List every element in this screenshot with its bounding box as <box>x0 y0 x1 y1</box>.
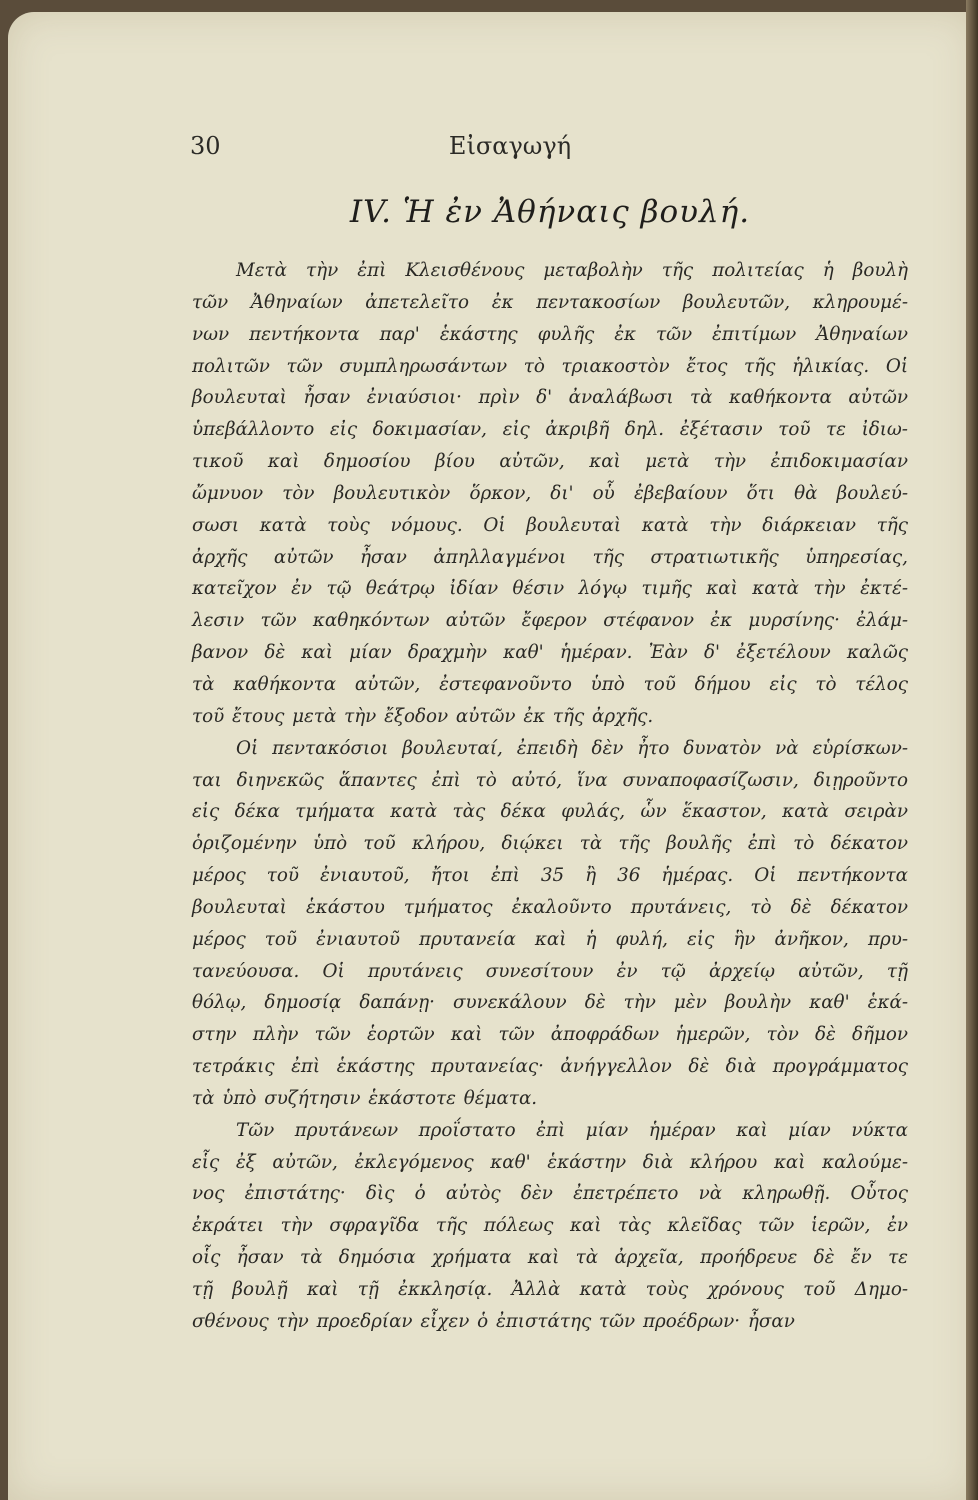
text-line: οἷς ἦσαν τὰ δημόσια χρήματα καὶ τὰ ἀρχεῖα, προήδρευε δὲ ἔν τε <box>192 1247 908 1269</box>
text-line: Μετὰ τὴν ἐπὶ Κλεισθένους μεταβολὴν τῆς πολιτείας ἡ βουλὴ <box>236 260 908 281</box>
text-line: εἷς ἐξ αὐτῶν, ἐκλεγόμενος καθ' ἑκάστην διὰ κλήρου καὶ καλούμε- <box>192 1151 908 1173</box>
text-line: μέρος τοῦ ἐνιαυτοῦ πρυτανεία καὶ ἡ φυλή, εἰς ἣν ἀνῆκον, πρυ- <box>192 928 908 950</box>
text-line: νων πεντήκοντα παρ' ἑκάστης φυλῆς ἐκ τῶν ἐπιτίμων Ἀθηναίων <box>192 323 908 345</box>
text-line: τικοῦ καὶ δημοσίου βίου αὐτῶν, καὶ μετὰ τὴν ἐπιδοκιμασίαν <box>192 451 908 473</box>
text-line: τῶν Ἀθηναίων ἀπετελεῖτο ἐκ πεντακοσίων βουλευτῶν, κληρουμέ- <box>192 291 908 313</box>
text-line: βουλευταὶ ἦσαν ἐνιαύσιοι· πρὶν δ' ἀναλάβωσι τὰ καθήκοντα αὐτῶν <box>192 387 908 409</box>
text-line: τῇ βουλῇ καὶ τῇ ἐκκλησίᾳ. Ἀλλὰ κατὰ τοὺς χρόνους τοῦ Δημο- <box>192 1279 908 1300</box>
text-line: πολιτῶν τῶν συμπληρωσάντων τὸ τριακοστὸν ἔτος τῆς ἡλικίας. Οἱ <box>192 355 908 377</box>
text-line: στην πλὴν τῶν ἑορτῶν καὶ τῶν ἀποφράδων ἡμερῶν, τὸν δὲ δῆμον <box>192 1024 908 1046</box>
text-line: βανον δὲ καὶ μίαν δραχμὴν καθ' ἡμέραν. Ἐὰν δ' ἐξετέλουν καλῶς <box>192 642 908 664</box>
section-heading: IV. Ἡ ἐν Ἀθήναις βουλή. <box>349 194 751 230</box>
text-line: λεσιν τῶν καθηκόντων αὐτῶν ἔφερον στέφανον ἐκ μυρσίνης· ἐλάμ- <box>192 610 908 632</box>
text-line: Οἱ πεντακόσιοι βουλευταί, ἐπειδὴ δὲν ἦτο δυνατὸν νὰ εὑρίσκων- <box>236 737 908 759</box>
text-line: τὰ ὑπὸ συζήτησιν ἑκάστοτε θέματα. <box>192 1087 538 1109</box>
text-line: νος ἐπιστάτης· δὶς ὁ αὐτὸς δὲν ἐπετρέπετο νὰ κληρωθῇ. Οὗτος <box>192 1183 908 1205</box>
text-line: εἰς δέκα τμήματα κατὰ τὰς δέκα φυλάς, ὧν ἕκαστον, κατὰ σειρὰν <box>192 801 908 823</box>
text-line: θόλῳ, δημοσίᾳ δαπάνῃ· συνεκάλουν δὲ τὴν μὲν βουλὴν καθ' ἑκά- <box>192 992 908 1014</box>
text-line: ὁριζομένην ὑπὸ τοῦ κλήρου, διῴκει τὰ τῆς βουλῆς ἐπὶ τὸ δέκατον <box>192 833 908 855</box>
text-line: ται διηνεκῶς ἅπαντες ἐπὶ τὸ αὐτό, ἵνα συναποφασίζωσιν, διῃροῦντο <box>192 769 908 791</box>
text-line: βουλευταὶ ἑκάστου τμήματος ἐκαλοῦντο πρυτάνεις, τὸ δὲ δέκατον <box>192 896 908 918</box>
running-title: Εἰσαγωγή <box>448 132 572 160</box>
text-line: μέρος τοῦ ἐνιαυτοῦ, ἤτοι ἐπὶ 35 ἢ 36 ἡμέρας. Οἱ πεντήκοντα <box>192 865 908 887</box>
text-line: τὰ καθήκοντα αὐτῶν, ἐστεφανοῦντο ὑπὸ τοῦ δήμου εἰς τὸ τέλος <box>192 673 908 695</box>
text-line: ὤμνυον τὸν βουλευτικὸν ὅρκον, δι' οὗ ἐβεβαίουν ὅτι θὰ βουλεύ- <box>192 482 908 504</box>
paragraph <box>192 1115 908 1338</box>
text-line: κατεῖχον ἐν τῷ θεάτρῳ ἰδίαν θέσιν λόγῳ τιμῆς καὶ κατὰ τὴν ἐκτέ- <box>192 578 908 600</box>
body-text <box>192 255 908 1338</box>
text-line: σωσι κατὰ τοὺς νόμους. Οἱ βουλευταὶ κατὰ τὴν διάρκειαν τῆς <box>192 514 908 536</box>
text-line: ἀρχῆς αὐτῶν ἦσαν ἀπηλλαγμένοι τῆς στρατιωτικῆς ὑπηρεσίας, <box>192 546 908 568</box>
text-line: τετράκις ἐπὶ ἑκάστης πρυτανείας· ἀνήγγελλον δὲ διὰ προγράμματος <box>192 1056 908 1078</box>
text-line: σθένους τὴν προεδρίαν εἶχεν ὁ ἐπιστάτης τῶν προέδρων· ἦσαν <box>192 1310 795 1332</box>
text-line: τοῦ ἔτους μετὰ τὴν ἔξοδον αὐτῶν ἐκ τῆς ἀρχῆς. <box>192 705 654 727</box>
text-line: Τῶν πρυτάνεων προΐστατο ἐπὶ μίαν ἡμέραν καὶ μίαν νύκτα <box>236 1119 908 1141</box>
text-line: τανεύουσα. Οἱ πρυτάνεις συνεσίτουν ἐν τῷ ἀρχείῳ αὐτῶν, τῇ <box>192 960 908 982</box>
page-number: 30 <box>190 132 221 160</box>
text-line: ὑπεβάλλοντο εἰς δοκιμασίαν, εἰς ἀκριβῆ δηλ. ἐξέτασιν τοῦ τε ἰδιω- <box>192 419 908 441</box>
paragraph <box>192 255 908 733</box>
paragraph <box>192 733 908 1115</box>
book-spine <box>966 0 978 1500</box>
text-line: ἐκράτει τὴν σφραγῖδα τῆς πόλεως καὶ τὰς κλεῖδας τῶν ἱερῶν, ἐν <box>192 1215 908 1237</box>
page-header <box>190 132 910 172</box>
